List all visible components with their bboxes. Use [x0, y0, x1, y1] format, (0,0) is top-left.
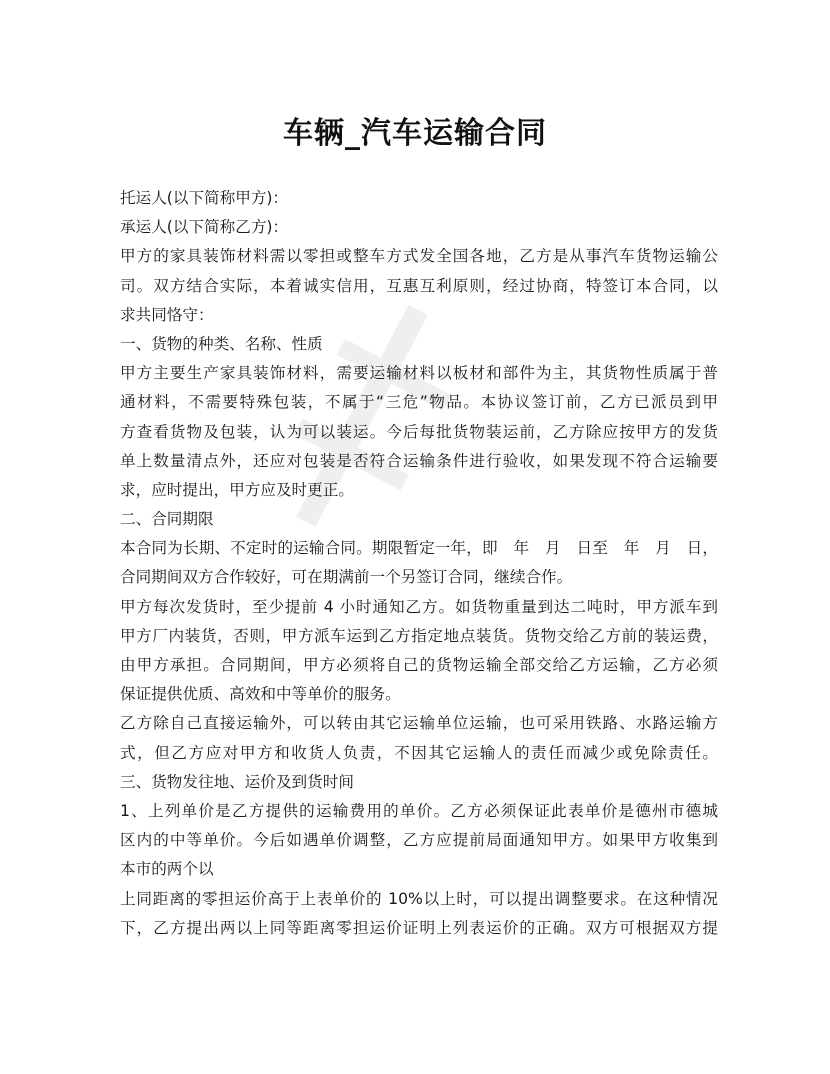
paragraph-line: 式，但乙方应对甲方和收货人负责，不因其它运输人的责任而减少或免除责任。	[120, 743, 718, 762]
document-body	[120, 184, 718, 943]
paragraph-line: 甲方的家具装饰材料需以零担或整车方式发全国各地，乙方是从事汽车货物运输公	[120, 247, 718, 266]
document-title: 车辆_汽车运输合同	[283, 116, 547, 151]
paragraph-line: 甲方每次发货时，至少提前 4 小时通知乙方。如货物重量到达二吨时，甲方派车到	[120, 597, 718, 616]
paragraph-line: 合同期间双方合作较好，可在期满前一个另签订合同，继续合作。	[120, 568, 573, 587]
paragraph-line: 乙方除自己直接运输外，可以转由其它运输单位运输，也可采用铁路、水路运输方	[120, 714, 718, 733]
paragraph-line: 区内的中等单价。今后如遇单价调整，乙方应提前局面通知甲方。如果甲方收集到	[120, 831, 718, 850]
paragraph-line: 通材料，不需要特殊包装，不属于“三危”物品。本协议签订前，乙方已派员到甲	[120, 393, 718, 412]
paragraph-line: 1、上列单价是乙方提供的运输费用的单价。乙方必须保证此表单价是德州市德城	[120, 801, 718, 820]
paragraph-line: 甲方厂内装货，否则，甲方派车运到乙方指定地点装货。货物交给乙方前的装运费，	[120, 626, 718, 645]
paragraph-line: 方查看货物及包装，认为可以装运。今后每批货物装运前，乙方除应按甲方的发货	[120, 422, 718, 441]
paragraph-line: 本市的两个以	[120, 860, 214, 879]
paragraph-line: 一、货物的种类、名称、性质	[120, 334, 323, 353]
paragraph-line: 三、货物发往地、运价及到货时间	[120, 772, 354, 791]
paragraph-line: 求，应时提出，甲方应及时更正。	[120, 480, 354, 499]
paragraph-line: 托运人(以下简称甲方)：	[120, 189, 289, 207]
paragraph-line: 由甲方承担。合同期间，甲方必须将自己的货物运输全部交给乙方运输，乙方必须	[120, 656, 718, 674]
paragraph-line: 二、合同期限	[120, 510, 214, 529]
paragraph-line: 本合同为长期、不定时的运输合同。期限暂定一年，即 年 月 日至 年 月 日，	[120, 539, 718, 558]
paragraph-line: 甲方主要生产家具装饰材料，需要运输材料以板材和部件为主，其货物性质属于普	[120, 364, 718, 383]
paragraph-line: 下，乙方提出两以上同等距离零担运价证明上列表运价的正确。双方可根据双方提	[120, 918, 718, 937]
paragraph-line: 司。双方结合实际，本着诚实信用，互惠互利原则，经过协商，特签订本合同，以	[120, 276, 718, 295]
paragraph-line: 求共同恪守：	[120, 305, 214, 324]
paragraph-line: 上同距离的零担运价高于上表单价的 10%以上时，可以提出调整要求。在这种情况	[120, 889, 718, 908]
paragraph-line: 承运人(以下简称乙方)：	[120, 218, 289, 237]
paragraph-line: 单上数量清点外，还应对包装是否符合运输条件进行验收，如果发现不符合运输要	[120, 451, 718, 470]
paragraph-line: 保证提供优质、高效和中等单价的服务。	[120, 685, 401, 704]
